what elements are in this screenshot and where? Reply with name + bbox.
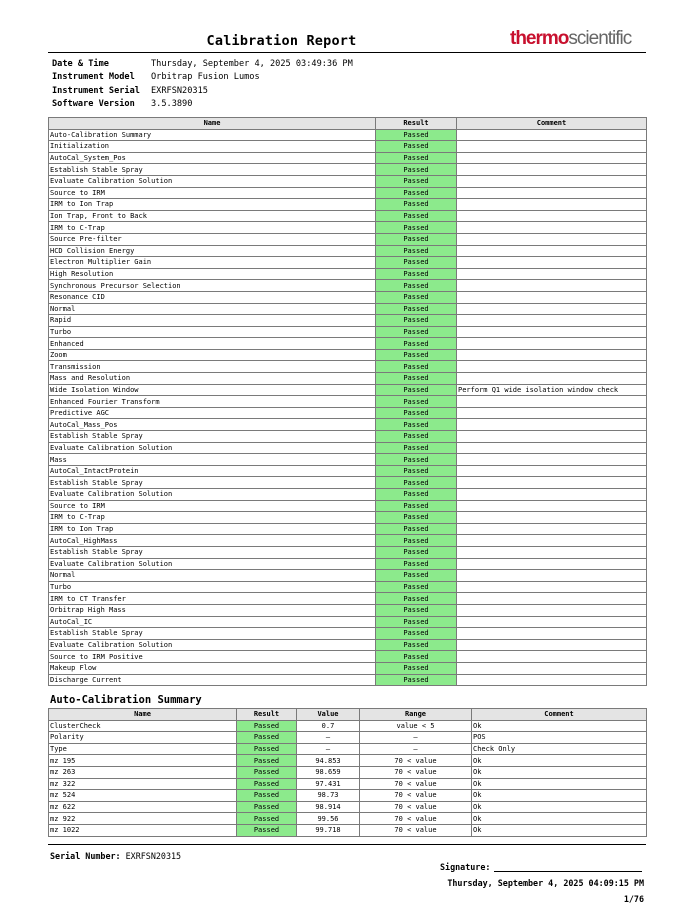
row-result: Passed (376, 465, 457, 477)
row-comment (457, 210, 647, 222)
table-row (49, 720, 647, 732)
table-row (49, 152, 647, 164)
table-row (49, 326, 647, 338)
row-name: Predictive AGC (49, 407, 376, 419)
row-name: Wide Isolation Window (49, 384, 376, 396)
row-comment (457, 164, 647, 176)
row-result: Passed (376, 361, 457, 373)
row-range: 70 < value (360, 790, 472, 802)
table-row (49, 813, 647, 825)
row-name: Polarity (49, 732, 237, 744)
table-row (49, 512, 647, 524)
row-name: mz 195 (49, 755, 237, 767)
row-result: Passed (376, 546, 457, 558)
table-row (49, 824, 647, 836)
row-comment (457, 639, 647, 651)
row-name: Establish Stable Spray (49, 628, 376, 640)
row-comment (457, 152, 647, 164)
row-name: Evaluate Calibration Solution (49, 558, 376, 570)
row-result: Passed (376, 338, 457, 350)
table-row (49, 558, 647, 570)
row-comment (457, 570, 647, 582)
table-row (49, 164, 647, 176)
row-name: Initialization (49, 141, 376, 153)
row-comment (457, 500, 647, 512)
signature-label: Signature: (440, 862, 491, 872)
row-range: 70 < value (360, 813, 472, 825)
row-result: Passed (376, 199, 457, 211)
table-row (49, 674, 647, 686)
row-result: Passed (376, 373, 457, 385)
table-header-row (49, 118, 647, 130)
row-range: 70 < value (360, 778, 472, 790)
row-result: Passed (376, 280, 457, 292)
row-name: HCD Collision Energy (49, 245, 376, 257)
row-comment (457, 628, 647, 640)
row-name: Mass (49, 454, 376, 466)
row-comment: Ok (472, 755, 647, 767)
row-name: IRM to C-Trap (49, 222, 376, 234)
row-comment (457, 512, 647, 524)
column-header-name: Name (49, 709, 237, 721)
table-row (49, 639, 647, 651)
row-result: Passed (237, 743, 297, 755)
row-value: 98.914 (297, 801, 360, 813)
row-name: Electron Multiplier Gain (49, 257, 376, 269)
table-row (49, 454, 647, 466)
row-comment (457, 535, 647, 547)
row-result: Passed (237, 755, 297, 767)
row-result: Passed (376, 604, 457, 616)
row-comment (457, 315, 647, 327)
table-row (49, 500, 647, 512)
row-result: Passed (376, 291, 457, 303)
row-name: Source Pre-filter (49, 233, 376, 245)
row-name: Discharge Current (49, 674, 376, 686)
row-value: 0.7 (297, 720, 360, 732)
row-result: Passed (237, 801, 297, 813)
signature-area (440, 862, 642, 872)
row-result: Passed (376, 500, 457, 512)
table-row (49, 187, 647, 199)
row-comment: Ok (472, 720, 647, 732)
row-comment: Perform Q1 wide isolation window check (457, 384, 647, 396)
section-title-summary: Auto-Calibration Summary (50, 694, 202, 706)
row-value: — (297, 743, 360, 755)
row-result: Passed (376, 570, 457, 582)
info-value: Orbitrap Fusion Lumos (151, 72, 260, 83)
row-result: Passed (376, 164, 457, 176)
row-name: Enhanced Fourier Transform (49, 396, 376, 408)
row-comment (457, 199, 647, 211)
table-row (49, 373, 647, 385)
column-header-result: Result (376, 118, 457, 130)
row-comment: Ok (472, 801, 647, 813)
row-result: Passed (376, 512, 457, 524)
table-row (49, 245, 647, 257)
table-row (49, 233, 647, 245)
row-comment: Ok (472, 778, 647, 790)
table-row (49, 477, 647, 489)
row-value: 99.718 (297, 824, 360, 836)
column-header-comment: Comment (472, 709, 647, 721)
report-info (52, 57, 353, 111)
table-row (49, 210, 647, 222)
column-header-result: Result (237, 709, 297, 721)
row-comment (457, 419, 647, 431)
row-name: mz 524 (49, 790, 237, 802)
header-rule (48, 52, 646, 53)
row-name: Makeup Flow (49, 662, 376, 674)
row-name: mz 622 (49, 801, 237, 813)
row-name: Establish Stable Spray (49, 164, 376, 176)
row-name: mz 922 (49, 813, 237, 825)
row-name: Type (49, 743, 237, 755)
row-name: ClusterCheck (49, 720, 237, 732)
table-row (49, 431, 647, 443)
row-result: Passed (376, 581, 457, 593)
table-row (49, 801, 647, 813)
row-range: 70 < value (360, 766, 472, 778)
row-comment: POS (472, 732, 647, 744)
row-name: AutoCal_IntactProtein (49, 465, 376, 477)
row-result: Passed (376, 558, 457, 570)
info-row-serial (52, 84, 353, 98)
row-name: IRM to CT Transfer (49, 593, 376, 605)
row-comment (457, 442, 647, 454)
row-name: IRM to Ion Trap (49, 523, 376, 535)
row-name: Enhanced (49, 338, 376, 350)
row-comment (457, 233, 647, 245)
row-result: Passed (376, 419, 457, 431)
table-row (49, 361, 647, 373)
row-result: Passed (376, 303, 457, 315)
row-name: Auto-Calibration Summary (49, 129, 376, 141)
table-row (49, 384, 647, 396)
column-header-comment: Comment (457, 118, 647, 130)
table-row (49, 628, 647, 640)
row-result: Passed (376, 233, 457, 245)
row-range: 70 < value (360, 824, 472, 836)
row-name: mz 1022 (49, 824, 237, 836)
row-result: Passed (376, 315, 457, 327)
info-label: Instrument Model (52, 72, 135, 83)
row-comment (457, 245, 647, 257)
footer-date: Thursday, September 4, 2025 04:09:15 PM (447, 878, 644, 888)
row-value: 98.659 (297, 766, 360, 778)
row-comment (457, 674, 647, 686)
row-result: Passed (376, 210, 457, 222)
row-comment (457, 268, 647, 280)
row-name: Turbo (49, 581, 376, 593)
table-row (49, 349, 647, 361)
table-row (49, 651, 647, 663)
table-row (49, 315, 647, 327)
row-result: Passed (376, 141, 457, 153)
row-name: Normal (49, 303, 376, 315)
row-result: Passed (237, 766, 297, 778)
row-result: Passed (376, 384, 457, 396)
column-header-range: Range (360, 709, 472, 721)
row-name: Resonance CID (49, 291, 376, 303)
table-row (49, 396, 647, 408)
row-comment (457, 616, 647, 628)
row-name: Evaluate Calibration Solution (49, 489, 376, 501)
table-row (49, 604, 647, 616)
signature-line (494, 863, 642, 872)
info-value: EXRFSN20315 (151, 85, 208, 96)
table-row (49, 129, 647, 141)
table-row (49, 766, 647, 778)
row-name: Ion Trap, Front to Back (49, 210, 376, 222)
calibration-results-table (48, 117, 647, 686)
row-range: 70 < value (360, 755, 472, 767)
info-row-model (52, 71, 353, 85)
row-name: IRM to C-Trap (49, 512, 376, 524)
row-name: Source to IRM (49, 187, 376, 199)
row-result: Passed (376, 268, 457, 280)
row-name: Source to IRM (49, 500, 376, 512)
row-result: Passed (376, 489, 457, 501)
row-comment (457, 373, 647, 385)
row-result: Passed (376, 349, 457, 361)
row-comment (457, 280, 647, 292)
row-result: Passed (237, 790, 297, 802)
page-title: Calibration Report (206, 33, 357, 49)
row-result: Passed (376, 187, 457, 199)
auto-calibration-summary-table (48, 708, 647, 837)
table-row (49, 303, 647, 315)
row-comment (457, 303, 647, 315)
row-comment (457, 546, 647, 558)
table-row (49, 268, 647, 280)
row-value: 99.56 (297, 813, 360, 825)
footer-serial (50, 851, 181, 861)
row-result: Passed (376, 454, 457, 466)
row-result: Passed (376, 628, 457, 640)
row-comment (457, 662, 647, 674)
table-row (49, 419, 647, 431)
row-comment (457, 396, 647, 408)
info-value: 3.5.3890 (151, 99, 193, 110)
row-result: Passed (376, 326, 457, 338)
row-name: Source to IRM Positive (49, 651, 376, 663)
serial-label: Serial Number: (50, 851, 121, 861)
page-number: 1/76 (623, 894, 644, 903)
row-name: Synchronous Precursor Selection (49, 280, 376, 292)
row-result: Passed (376, 257, 457, 269)
row-comment (457, 431, 647, 443)
row-name: Evaluate Calibration Solution (49, 442, 376, 454)
footer-rule (48, 844, 646, 845)
row-comment (457, 477, 647, 489)
row-result: Passed (376, 616, 457, 628)
table-row (49, 489, 647, 501)
table-row (49, 755, 647, 767)
row-name: Establish Stable Spray (49, 477, 376, 489)
row-comment (457, 523, 647, 535)
table-row (49, 546, 647, 558)
table-row (49, 222, 647, 234)
table-row (49, 338, 647, 350)
row-result: Passed (237, 732, 297, 744)
row-value: — (297, 732, 360, 744)
row-comment (457, 361, 647, 373)
row-comment (457, 581, 647, 593)
table-row (49, 743, 647, 755)
row-name: Rapid (49, 315, 376, 327)
table-row (49, 465, 647, 477)
row-range: value < 5 (360, 720, 472, 732)
row-result: Passed (376, 245, 457, 257)
row-name: AutoCal_HighMass (49, 535, 376, 547)
row-comment (457, 257, 647, 269)
row-comment (457, 326, 647, 338)
row-name: Evaluate Calibration Solution (49, 175, 376, 187)
info-row-date (52, 57, 353, 71)
row-result: Passed (376, 593, 457, 605)
row-name: Establish Stable Spray (49, 431, 376, 443)
row-result: Passed (376, 222, 457, 234)
table-row (49, 662, 647, 674)
table-row (49, 257, 647, 269)
row-result: Passed (237, 813, 297, 825)
row-result: Passed (376, 407, 457, 419)
row-comment (457, 349, 647, 361)
table-row (49, 593, 647, 605)
row-comment (457, 454, 647, 466)
row-name: Normal (49, 570, 376, 582)
row-comment (457, 489, 647, 501)
logo-thermo: thermo (510, 28, 569, 49)
row-result: Passed (237, 720, 297, 732)
column-header-value: Value (297, 709, 360, 721)
serial-value: EXRFSN20315 (125, 851, 182, 861)
table-row (49, 280, 647, 292)
row-comment (457, 604, 647, 616)
row-name: AutoCal_Mass_Pos (49, 419, 376, 431)
row-name: Zoom (49, 349, 376, 361)
table-row (49, 175, 647, 187)
row-result: Passed (237, 778, 297, 790)
table-row (49, 291, 647, 303)
table-row (49, 523, 647, 535)
info-label: Software Version (52, 99, 135, 110)
row-result: Passed (376, 431, 457, 443)
row-name: mz 263 (49, 766, 237, 778)
row-comment (457, 338, 647, 350)
row-comment (457, 141, 647, 153)
table-row (49, 407, 647, 419)
table-row (49, 732, 647, 744)
row-name: Establish Stable Spray (49, 546, 376, 558)
row-result: Passed (237, 824, 297, 836)
info-row-software (52, 98, 353, 112)
row-value: 97.431 (297, 778, 360, 790)
row-comment: Ok (472, 766, 647, 778)
row-result: Passed (376, 662, 457, 674)
row-name: mz 322 (49, 778, 237, 790)
row-comment: Ok (472, 790, 647, 802)
row-result: Passed (376, 651, 457, 663)
row-name: High Resolution (49, 268, 376, 280)
row-result: Passed (376, 477, 457, 489)
row-comment: Ok (472, 824, 647, 836)
table-row (49, 778, 647, 790)
row-name: Transmission (49, 361, 376, 373)
thermo-scientific-logo (510, 28, 631, 50)
row-comment (457, 291, 647, 303)
table-row (49, 581, 647, 593)
row-result: Passed (376, 129, 457, 141)
row-result: Passed (376, 535, 457, 547)
row-result: Passed (376, 152, 457, 164)
table-row (49, 790, 647, 802)
logo-scientific: scientific (568, 28, 632, 49)
row-comment (457, 407, 647, 419)
table-row (49, 199, 647, 211)
table-row (49, 442, 647, 454)
row-name: Mass and Resolution (49, 373, 376, 385)
row-result: Passed (376, 523, 457, 535)
table-row (49, 570, 647, 582)
row-value: 98.73 (297, 790, 360, 802)
row-result: Passed (376, 674, 457, 686)
table-header-row (49, 709, 647, 721)
row-comment (457, 175, 647, 187)
row-comment (457, 222, 647, 234)
row-result: Passed (376, 639, 457, 651)
info-label: Instrument Serial (52, 85, 140, 96)
row-name: Orbitrap High Mass (49, 604, 376, 616)
row-comment (457, 187, 647, 199)
column-header-name: Name (49, 118, 376, 130)
row-comment (457, 465, 647, 477)
info-value: Thursday, September 4, 2025 03:49:36 PM (151, 58, 353, 69)
row-range: 70 < value (360, 801, 472, 813)
table-row (49, 141, 647, 153)
row-comment: Check Only (472, 743, 647, 755)
row-comment (457, 593, 647, 605)
row-result: Passed (376, 442, 457, 454)
info-label: Date & Time (52, 58, 109, 69)
row-range: — (360, 732, 472, 744)
row-name: IRM to Ion Trap (49, 199, 376, 211)
table-row (49, 616, 647, 628)
row-comment: Ok (472, 813, 647, 825)
row-comment (457, 129, 647, 141)
row-result: Passed (376, 396, 457, 408)
row-name: Turbo (49, 326, 376, 338)
row-name: Evaluate Calibration Solution (49, 639, 376, 651)
row-name: AutoCal_System_Pos (49, 152, 376, 164)
row-name: AutoCal_IC (49, 616, 376, 628)
row-result: Passed (376, 175, 457, 187)
row-range: — (360, 743, 472, 755)
row-value: 94.853 (297, 755, 360, 767)
row-comment (457, 651, 647, 663)
row-comment (457, 558, 647, 570)
table-row (49, 535, 647, 547)
